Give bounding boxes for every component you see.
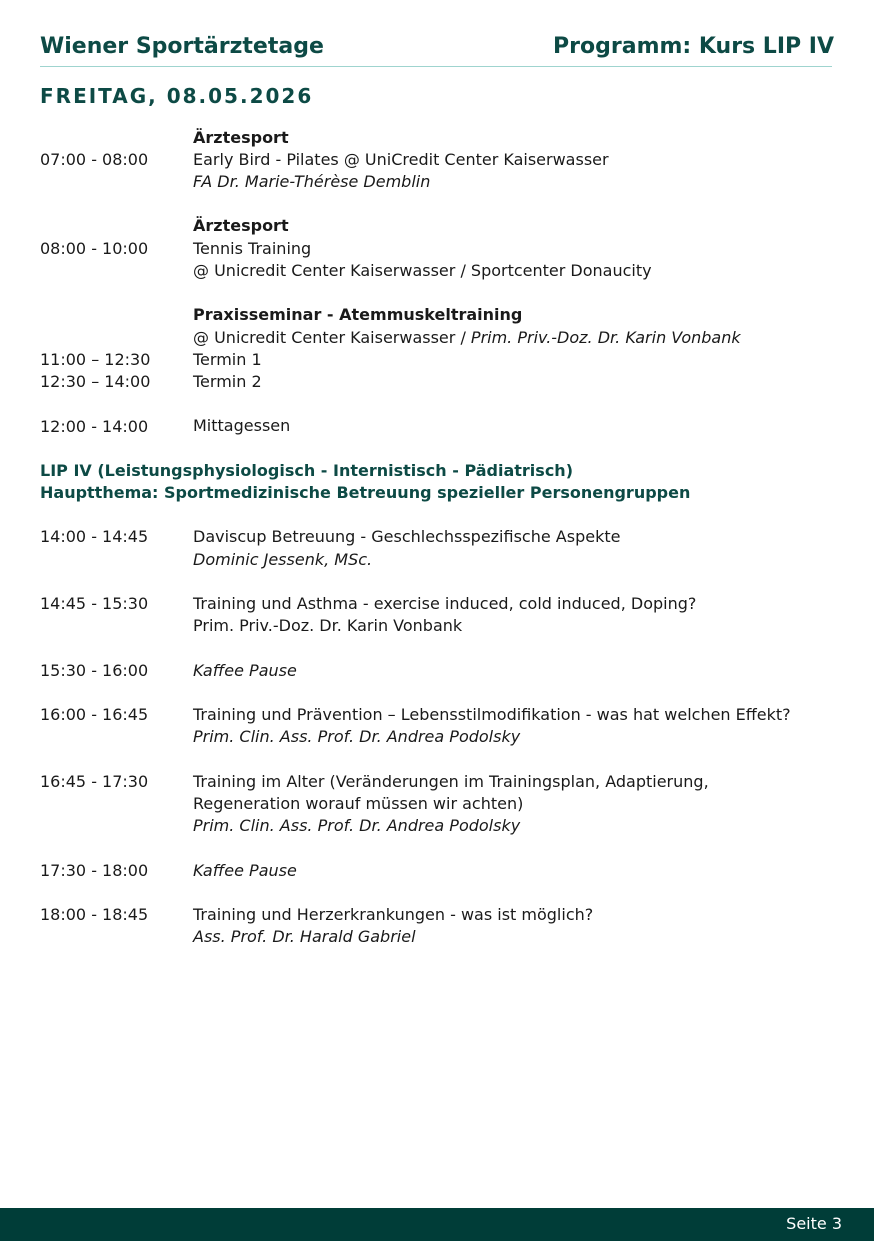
time-slot: 16:45 - 17:30 xyxy=(40,772,149,791)
time-slot: 12:00 - 14:00 xyxy=(40,417,149,436)
time-slot: 14:00 - 14:45 xyxy=(40,527,149,546)
session-title: Training im Alter (Veränderungen im Trainingsplan, Adaptierung, xyxy=(193,772,709,791)
session-title: Training und Herzerkrankungen - was ist möglich? xyxy=(193,905,594,924)
time-slot: 18:00 - 18:45 xyxy=(40,905,149,924)
section-heading: LIP IV (Leistungsphysiologisch - Internistisch - Pädiatrisch) xyxy=(40,461,573,480)
session-speaker: Prim. Priv.-Doz. Dr. Karin Vonbank xyxy=(193,616,463,635)
block-heading: Praxisseminar - Atemmuskeltraining xyxy=(193,305,523,324)
break-label: Kaffee Pause xyxy=(193,861,297,880)
slot-label: Termin 2 xyxy=(193,372,262,391)
block-heading: Ärztesport xyxy=(193,216,289,235)
time-slot: 17:30 - 18:00 xyxy=(40,861,149,880)
header-divider xyxy=(40,66,832,67)
page-footer xyxy=(0,1208,874,1241)
session-title: Training und Asthma - exercise induced, cold induced, Doping? xyxy=(193,594,697,613)
time-slot: 16:00 - 16:45 xyxy=(40,705,149,724)
session-speaker: Prim. Clin. Ass. Prof. Dr. Andrea Podolsky xyxy=(193,727,521,746)
section-subheading: Hauptthema: Sportmedizinische Betreuung spezieller Personengruppen xyxy=(40,483,691,502)
session-speaker: Ass. Prof. Dr. Harald Gabriel xyxy=(193,927,416,946)
time-slot: 15:30 - 16:00 xyxy=(40,661,149,680)
session-title-continued: Regeneration worauf müssen wir achten) xyxy=(193,794,524,813)
session-speaker: Dominic Jessenk, MSc. xyxy=(193,550,373,569)
session-location: @ Unicredit Center Kaiserwasser / Sportcenter Donaucity xyxy=(193,261,652,280)
break-label: Kaffee Pause xyxy=(193,661,297,680)
session-title: Training und Prävention – Lebensstilmodifikation - was hat welchen Effekt? xyxy=(193,705,791,724)
event-title: Wiener Sportärztetage xyxy=(40,34,324,59)
session-title: Early Bird - Pilates @ UniCredit Center Kaiserwasser xyxy=(193,150,609,169)
session-speaker: Prim. Clin. Ass. Prof. Dr. Andrea Podolsky xyxy=(193,816,521,835)
time-slot: 12:30 – 14:00 xyxy=(40,372,151,391)
session-speaker: Prim. Priv.-Doz. Dr. Karin Vonbank xyxy=(470,328,741,347)
program-title: Programm: Kurs LIP IV xyxy=(553,34,834,59)
session-speaker: FA Dr. Marie-Thérèse Demblin xyxy=(193,172,431,191)
time-slot: 07:00 - 08:00 xyxy=(40,150,149,169)
session-location: @ Unicredit Center Kaiserwasser / xyxy=(193,328,471,347)
session-location-line xyxy=(193,327,741,349)
session-title: Daviscup Betreuung - Geschlechsspezifische Aspekte xyxy=(193,527,621,546)
time-slot: 11:00 – 12:30 xyxy=(40,350,151,369)
lunch-label: Mittagessen xyxy=(193,416,291,435)
block-heading: Ärztesport xyxy=(193,128,289,147)
session-title: Tennis Training xyxy=(193,239,312,258)
page-number: Seite 3 xyxy=(786,1214,842,1233)
page-header xyxy=(40,34,834,59)
time-slot: 08:00 - 10:00 xyxy=(40,239,149,258)
slot-label: Termin 1 xyxy=(193,350,262,369)
day-heading: FREITAG, 08.05.2026 xyxy=(40,84,314,108)
time-slot: 14:45 - 15:30 xyxy=(40,594,149,613)
